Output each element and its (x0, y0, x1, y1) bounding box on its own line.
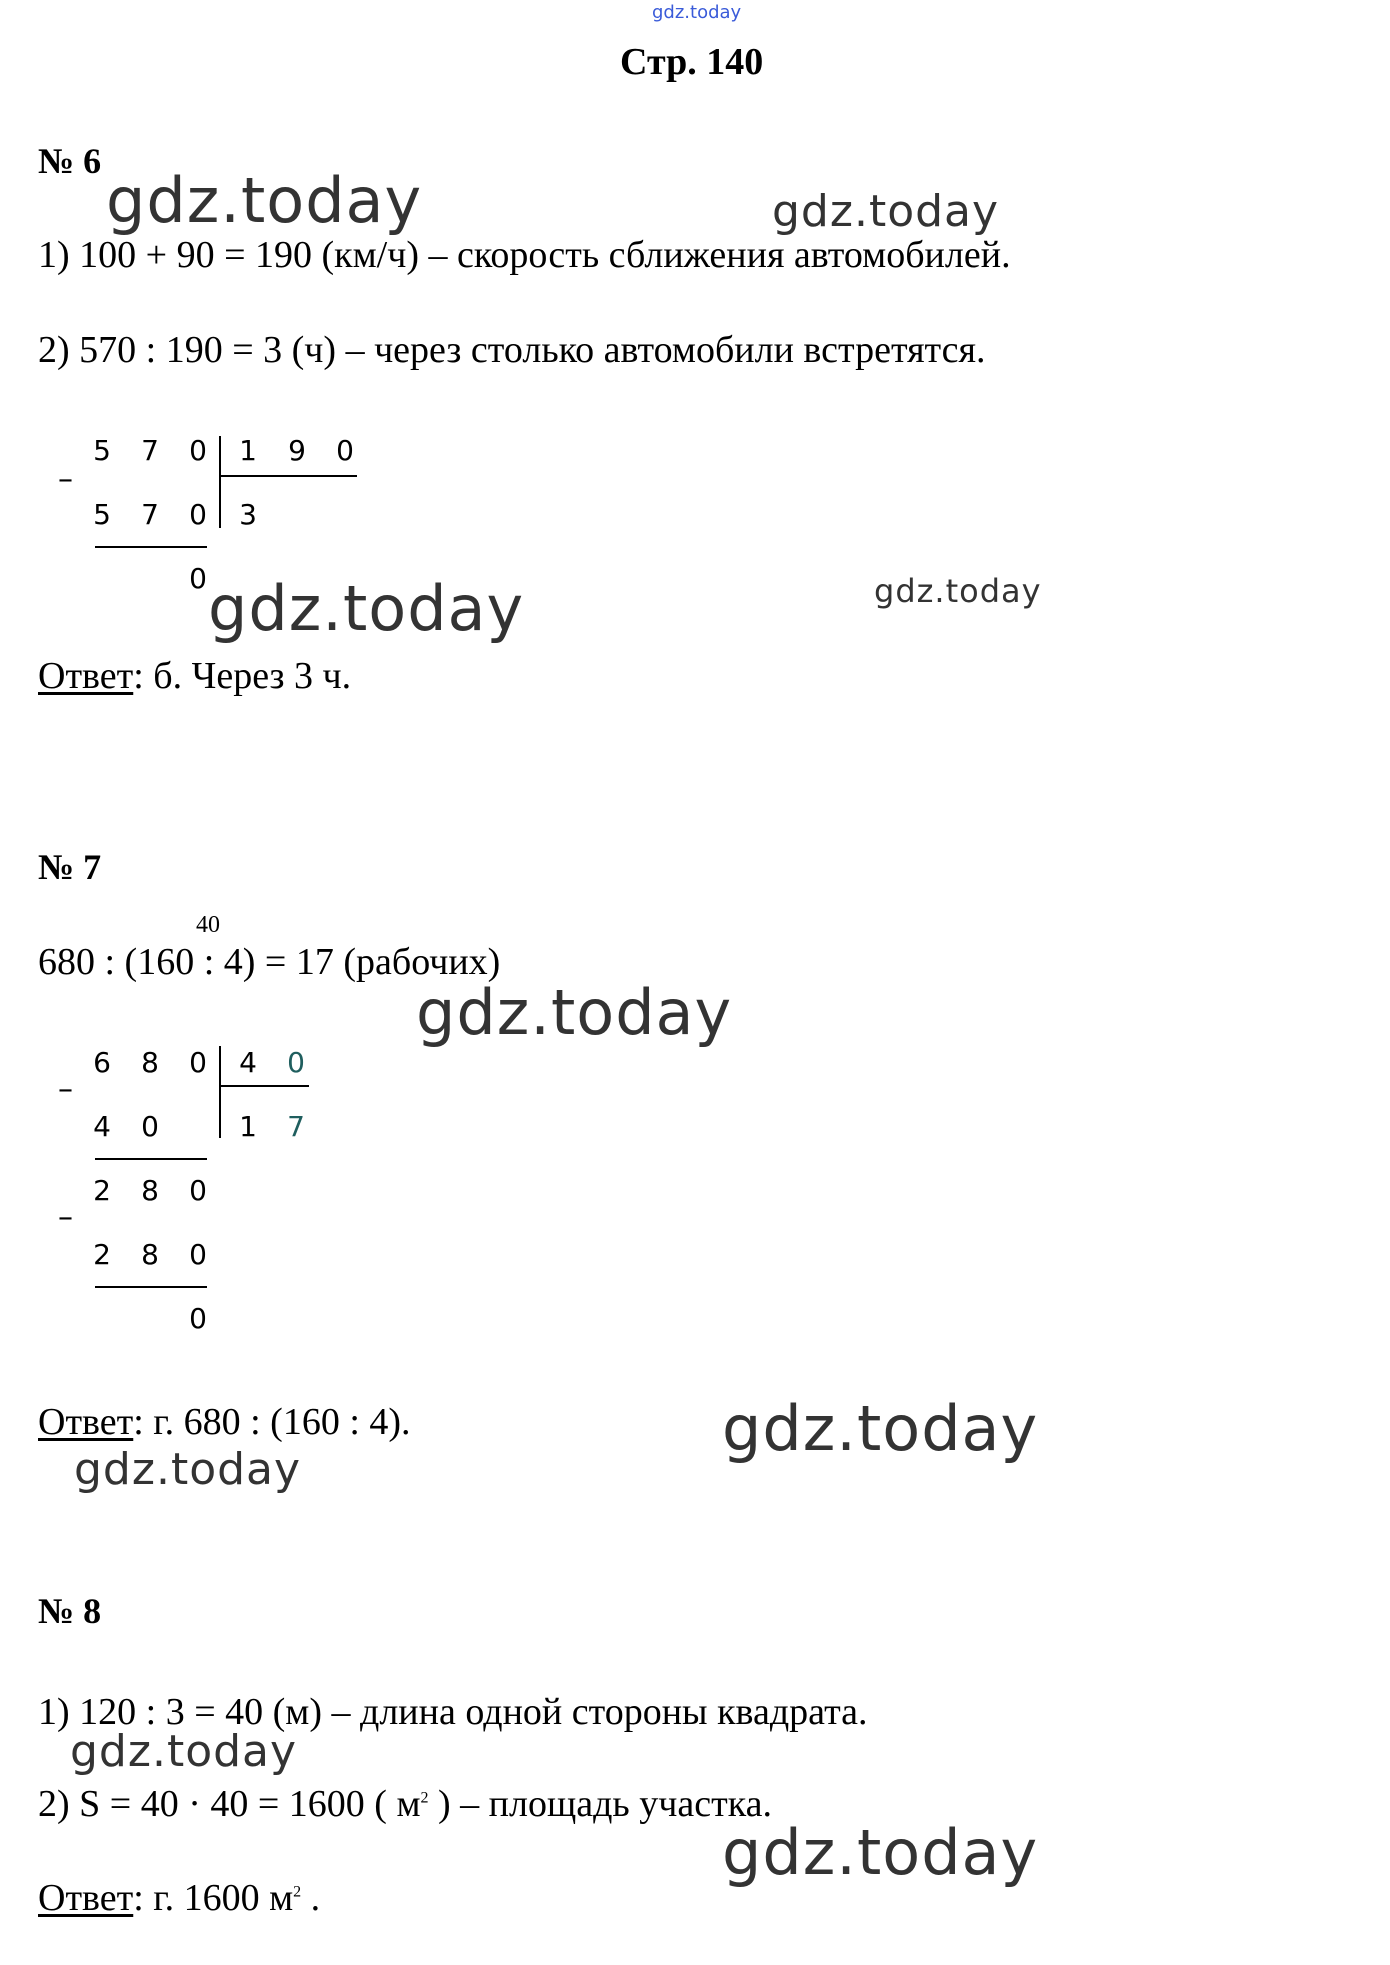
page-title: Стр. 140 (620, 41, 764, 83)
digit: 9 (288, 434, 306, 467)
digit: 7 (141, 498, 159, 531)
digit: 6 (93, 1046, 111, 1079)
digit: 0 (189, 1238, 207, 1271)
task-8-answer (38, 1876, 320, 1920)
digit: 0 (141, 1110, 159, 1143)
subtraction-line (95, 1158, 207, 1160)
watermark: gdz.today (416, 976, 733, 1049)
watermark: gdz.today (874, 572, 1042, 610)
step-text: 2) S = 40 · 40 = 1600 ( м (38, 1783, 421, 1825)
task-6-answer (38, 654, 351, 698)
watermark: gdz.today (74, 1444, 302, 1495)
digit: 7 (287, 1110, 305, 1143)
answer-text: : б. Через 3 ч. (133, 655, 352, 697)
digit: 0 (189, 498, 207, 531)
top-watermark: gdz.today (652, 2, 742, 23)
watermark: gdz.today (772, 186, 1000, 237)
answer-text: . (301, 1877, 321, 1919)
division-bar (219, 436, 221, 528)
digit: 8 (141, 1046, 159, 1079)
digit: 3 (239, 498, 257, 531)
digit: 5 (93, 434, 111, 467)
digit: 8 (141, 1238, 159, 1271)
watermark: gdz.today (70, 1726, 298, 1777)
digit: 8 (141, 1174, 159, 1207)
minus-sign: – (58, 462, 73, 497)
task-6-number: № 6 (38, 141, 102, 181)
answer-text: : г. 680 : (160 : 4). (133, 1401, 411, 1443)
minus-sign: – (58, 1072, 73, 1107)
minus-sign: – (58, 1200, 73, 1235)
task-8-step-2 (38, 1782, 772, 1826)
digit: 4 (239, 1046, 257, 1079)
digit: 1 (239, 1110, 257, 1143)
digit: 1 (239, 434, 257, 467)
digit: 5 (93, 498, 111, 531)
digit: 4 (93, 1110, 111, 1143)
step-text: ) – площадь участка. (428, 1783, 772, 1825)
answer-label: Ответ (38, 1877, 134, 1919)
task-7-expression: 680 : (160 : 4) = 17 (рабочих) (38, 941, 501, 983)
subtraction-line (95, 546, 207, 548)
divisor-underline (219, 475, 357, 477)
subtraction-line (95, 1286, 207, 1288)
watermark: gdz.today (722, 1816, 1039, 1889)
task-7-number: № 7 (38, 847, 102, 887)
digit: 0 (189, 562, 207, 595)
answer-label: Ответ (38, 1401, 134, 1443)
task-7-answer (38, 1400, 411, 1444)
watermark: gdz.today (106, 164, 423, 237)
digit: 2 (93, 1238, 111, 1271)
digit: 0 (189, 1302, 207, 1335)
digit: 2 (93, 1174, 111, 1207)
divisor-underline (219, 1085, 309, 1087)
digit: 0 (336, 434, 354, 467)
task-8-step-1: 1) 120 : 3 = 40 (м) – длина одной стороны квадрата. (38, 1691, 868, 1733)
answer-text: : г. 1600 м (133, 1877, 294, 1919)
digit: 0 (189, 434, 207, 467)
superscript: 2 (420, 1789, 429, 1807)
answer-label: Ответ (38, 655, 134, 697)
digit: 0 (189, 1174, 207, 1207)
digit: 0 (287, 1046, 305, 1079)
task-6-step-2: 2) 570 : 190 = 3 (ч) – через столько автомобили встретятся. (38, 329, 986, 371)
digit: 7 (141, 434, 159, 467)
watermark: gdz.today (722, 1392, 1039, 1465)
task-6-step-1: 1) 100 + 90 = 190 (км/ч) – скорость сближения автомобилей. (38, 234, 1011, 276)
digit: 0 (189, 1046, 207, 1079)
superscript: 2 (293, 1883, 302, 1901)
task-8-number: № 8 (38, 1591, 102, 1631)
division-bar (219, 1046, 221, 1138)
task-7-note: 40 (196, 912, 220, 938)
watermark: gdz.today (208, 572, 525, 645)
